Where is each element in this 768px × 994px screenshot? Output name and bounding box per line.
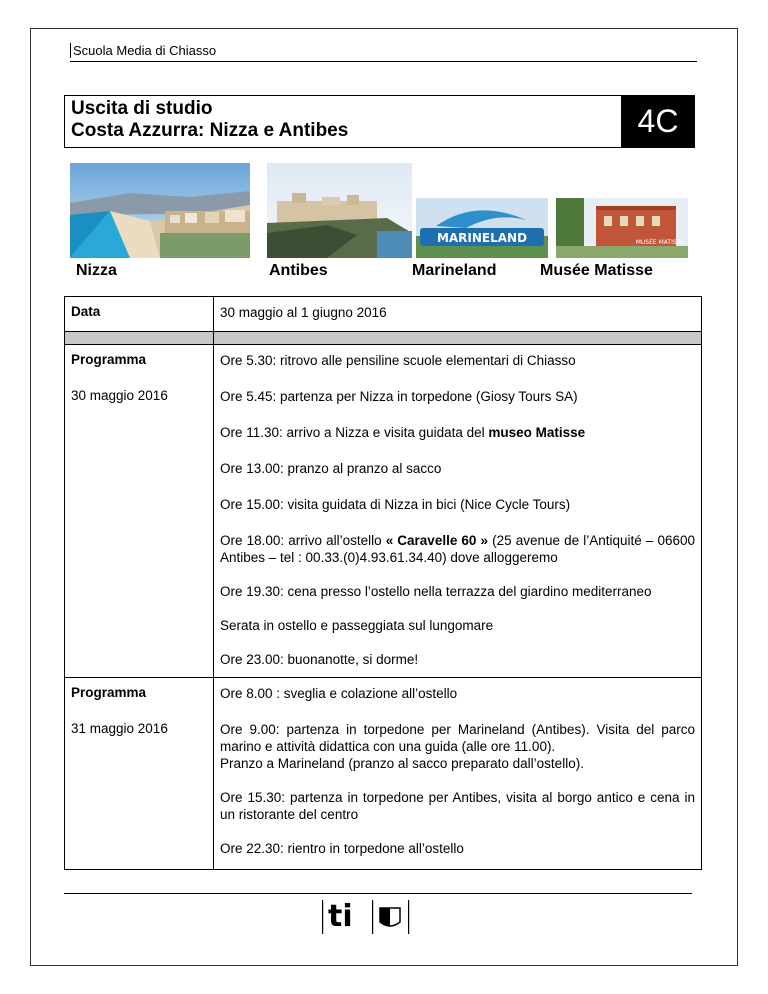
marineland-sign-text: MARINELAND [436,231,528,245]
school-name: Scuola Media di Chiasso [70,43,216,58]
day2-item: Ore 22.30: rientro in torpedone all’ostello [220,841,464,856]
separator-row [65,332,702,345]
day1-date: 30 maggio 2016 [71,388,168,403]
date-value: 30 maggio al 1 giugno 2016 [220,305,387,320]
date-label: Data [71,304,101,319]
day1-label: Programma [71,352,147,367]
hostel-name-bold: « Caravelle 60 » [385,533,489,548]
day1-item: Ore 19.30: cena presso l’ostello nella terrazza del giardino mediterraneo [220,584,652,599]
day1-item-matisse: Ore 11.30: arrivo a Nizza e visita guidata del museo Matisse [220,425,586,440]
day2-row [65,678,702,870]
day2-date: 31 maggio 2016 [71,721,168,736]
day1-item: Ore 23.00: buonanotte, si dorme! [220,652,419,667]
day1-item: Ore 5.30: ritrovo alle pensiline scuole elementari di Chiasso [220,353,576,368]
caption-marineland: Marineland [412,262,497,279]
day1-item: Ore 13.00: pranzo al pranzo al sacco [220,461,442,476]
photo-musee-matisse [556,198,688,258]
day1-item: Serata in ostello e passeggiata sul lungomare [220,618,494,633]
caption-antibes: Antibes [269,262,328,279]
footer-rule [64,893,692,894]
day1-row [65,345,702,678]
day2-item: Pranzo a Marineland (pranzo al sacco preparato dall’ostello). [220,756,584,771]
museo-matisse-bold: museo Matisse [488,425,586,440]
day2-item: Ore 15.30: partenza in torpedone per Antibes, visita al borgo antico e cena in un ristorante del centro [220,790,695,822]
title-line-1: Uscita di studio [71,98,213,119]
class-badge: 4C [621,95,695,148]
day1-item-hostel: Ore 18.00: arrivo all’ostello « Caravelle 60 » (25 avenue de l’Antiquité – 06600 Antibes – tel : 00.33.(0)4.93.61.34.40) dove alloggeremo [220,533,695,565]
header-rule [70,61,697,62]
photo-marineland [416,198,548,258]
day1-item: Ore 15.00: visita guidata di Nizza in bici (Nice Cycle Tours) [220,497,571,512]
page-title [71,98,348,142]
day2-item: Ore 8.00 : sveglia e colazione all’ostello [220,686,458,701]
caption-musee-matisse: Musée Matisse [540,262,653,279]
ticino-logo [320,896,412,943]
photo-antibes [267,163,412,258]
photo-nizza [70,163,250,258]
ticino-logo-text: ti [328,899,353,934]
title-box [64,95,695,148]
caption-nizza: Nizza [76,262,117,279]
program-table [64,296,702,870]
day2-label: Programma [71,685,147,700]
title-line-2: Costa Azzurra: Nizza e Antibes [71,120,349,141]
day1-item: Ore 5.45: partenza per Nizza in torpedone (Giosy Tours SA) [220,389,578,404]
day2-item: Ore 9.00: partenza in torpedone per Marineland (Antibes). Visita del parco marino e attività didattica con una guida (alle ore 11.00). [220,722,695,754]
date-row [65,297,702,332]
matisse-sign-text: MUSÉE MATISSE [635,239,685,246]
